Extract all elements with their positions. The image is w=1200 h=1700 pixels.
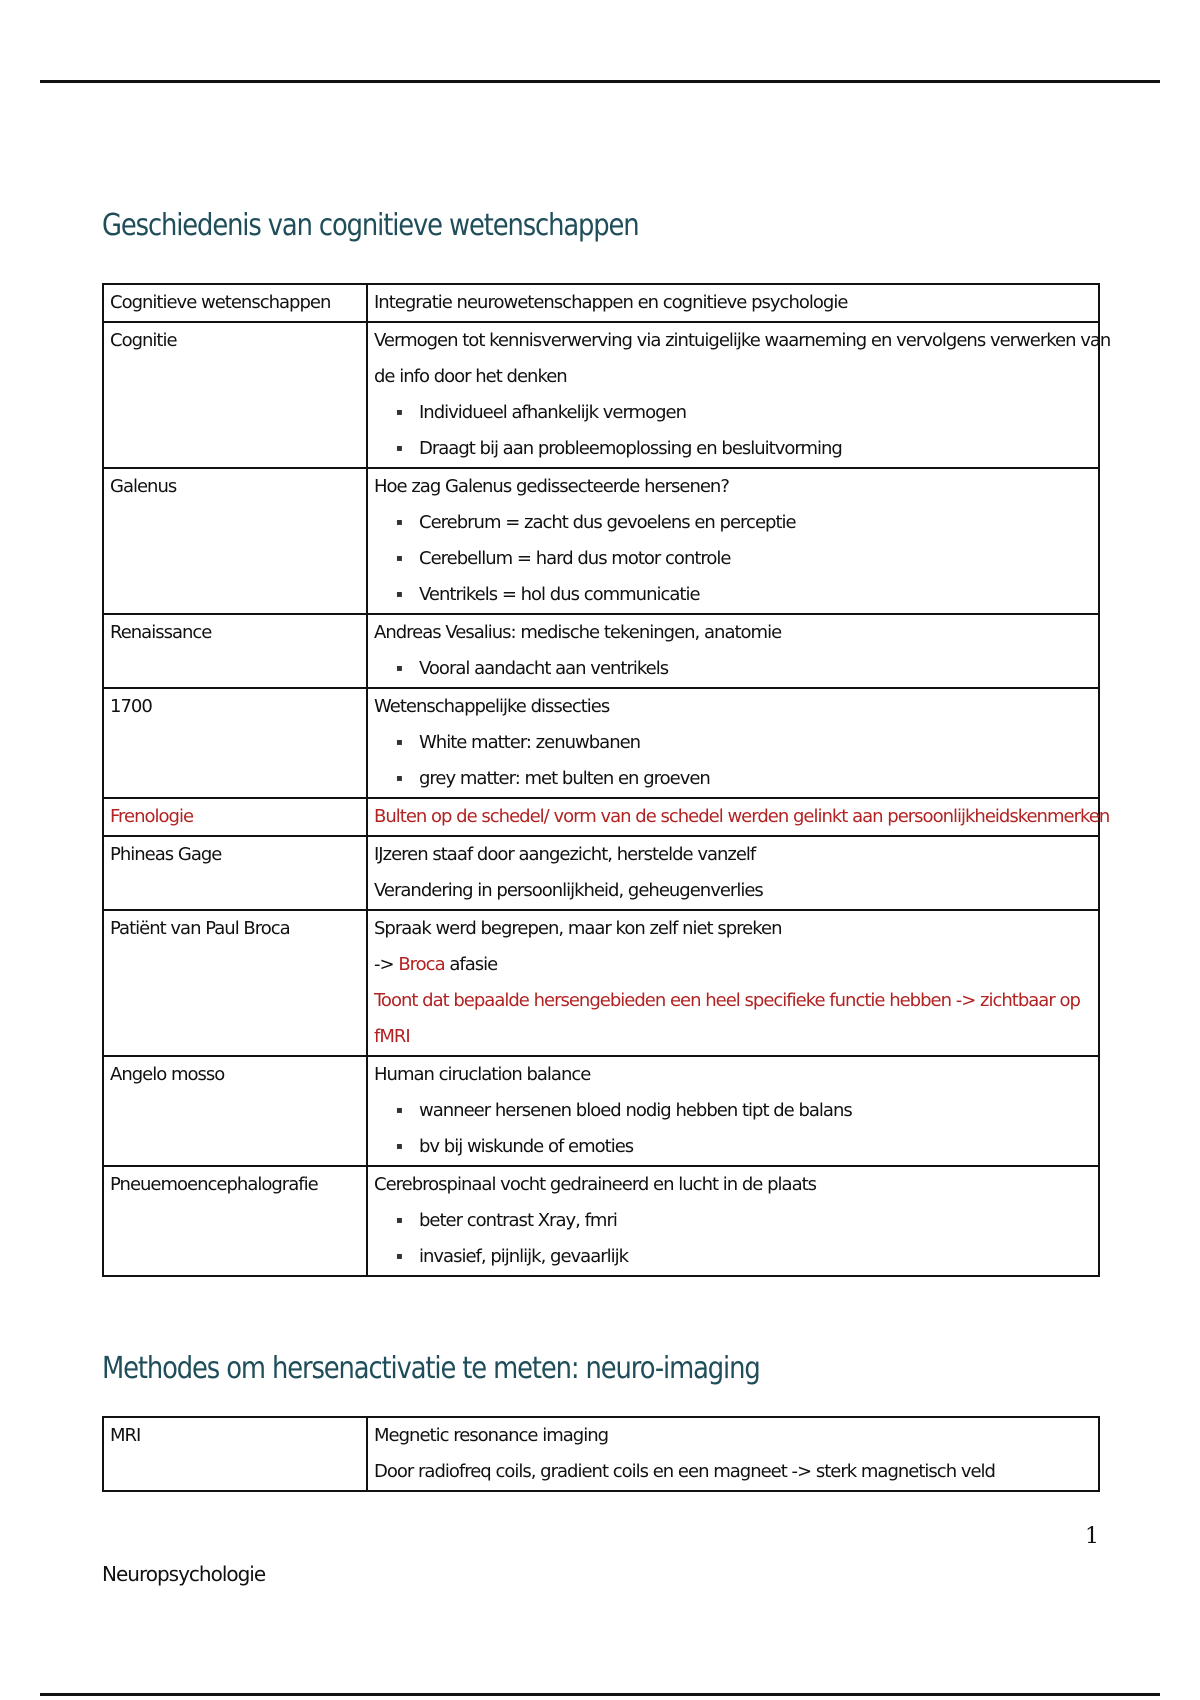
bullet-item: ▪ White matter: zenuwbanen: [374, 725, 1092, 761]
description-line: de info door het denken: [374, 366, 567, 387]
bottom-rule: [40, 1693, 1160, 1696]
table-row: [103, 284, 1099, 322]
bullet-item: ▪ Draagt bij aan probleemoplossing en besluitvorming: [374, 431, 1092, 467]
bullet-item: ▪ wanneer hersenen bloed nodig hebben tipt de balans: [374, 1093, 1092, 1129]
bullet-list: [374, 651, 1092, 687]
row-description: [367, 1166, 1099, 1276]
page-number: 1: [1085, 1524, 1099, 1549]
row-term: Cognitieve wetenschappen: [103, 284, 367, 322]
description-line: Bulten op de schedel/ vorm van de schedel werden gelinkt aan persoonlijkheidskenmerken: [374, 806, 1110, 827]
table-row: [103, 1417, 1099, 1491]
bullet-item: ▪ Vooral aandacht aan ventrikels: [374, 651, 1092, 687]
section-heading-neuro-imaging: Methodes om hersenactivatie te meten: neuro-imaging: [102, 1351, 760, 1386]
table-row: [103, 910, 1099, 1056]
row-term: Frenologie: [103, 798, 367, 836]
bullet-item: ▪ grey matter: met bulten en groeven: [374, 761, 1092, 797]
bullet-item: ▪ Cerebellum = hard dus motor controle: [374, 541, 1092, 577]
description-line: [374, 947, 1092, 983]
description-line: Integratie neurowetenschappen en cognitieve psychologie: [374, 292, 848, 313]
row-term: Galenus: [103, 468, 367, 614]
row-term: Cognitie: [103, 322, 367, 468]
row-term: Patiënt van Paul Broca: [103, 910, 367, 1056]
bullet-item: ▪ bv bij wiskunde of emoties: [374, 1129, 1092, 1165]
afasie-text: afasie: [449, 954, 498, 975]
description-line: Door radiofreq coils, gradient coils en een magneet -> sterk magnetisch veld: [374, 1461, 995, 1482]
footer-text: Neuropsychologie: [102, 1562, 266, 1586]
bullet-item: ▪ invasief, pijnlijk, gevaarlijk: [374, 1239, 1092, 1275]
row-term: Renaissance: [103, 614, 367, 688]
description-line: fMRI: [374, 1026, 410, 1047]
description-line: Verandering in persoonlijkheid, geheugenverlies: [374, 880, 763, 901]
bullet-list: [374, 1203, 1092, 1275]
bullet-item: ▪ Cerebrum = zacht dus gevoelens en perceptie: [374, 505, 1092, 541]
bullet-list: [374, 395, 1092, 467]
row-description: [367, 798, 1110, 836]
row-description: [367, 910, 1099, 1056]
row-term: 1700: [103, 688, 367, 798]
row-description: [367, 322, 1111, 468]
row-description: [367, 1417, 1099, 1491]
row-term: Angelo mosso: [103, 1056, 367, 1166]
broca-highlight: Broca: [398, 954, 445, 975]
history-table: [102, 283, 1111, 1277]
table-row: [103, 1056, 1099, 1166]
description-line: Spraak werd begrepen, maar kon zelf niet spreken: [374, 918, 782, 939]
description-line: Cerebrospinaal vocht gedraineerd en lucht in de plaats: [374, 1174, 817, 1195]
description-line: Wetenschappelijke dissecties: [374, 696, 610, 717]
row-description: [367, 688, 1099, 798]
description-line: IJzeren staaf door aangezicht, herstelde vanzelf: [374, 844, 756, 865]
row-description: [367, 468, 1099, 614]
bullet-list: [374, 1093, 1092, 1165]
table-row: [103, 322, 1099, 468]
table-row: [103, 1166, 1099, 1276]
row-term: Phineas Gage: [103, 836, 367, 910]
row-description: [367, 614, 1099, 688]
row-description: [367, 836, 1099, 910]
row-description: [367, 1056, 1099, 1166]
description-line: Megnetic resonance imaging: [374, 1425, 609, 1446]
table-row: [103, 798, 1099, 836]
description-line: Toont dat bepaalde hersengebieden een heel specifieke functie hebben -> zichtbaar op: [374, 990, 1080, 1011]
row-term: Pneuemoencephalografie: [103, 1166, 367, 1276]
table-row: [103, 614, 1099, 688]
description-line: Andreas Vesalius: medische tekeningen, anatomie: [374, 622, 782, 643]
description-line: Vermogen tot kennisverwerving via zintuigelijke waarneming en vervolgens verwerken van: [374, 330, 1111, 351]
row-term: MRI: [103, 1417, 367, 1491]
bullet-list: [374, 725, 1092, 797]
description-line: Hoe zag Galenus gedissecteerde hersenen?: [374, 476, 729, 497]
arrow-text: ->: [374, 954, 394, 975]
top-rule: [40, 80, 1160, 83]
bullet-item: ▪ beter contrast Xray, fmri: [374, 1203, 1092, 1239]
bullet-item: ▪ Individueel afhankelijk vermogen: [374, 395, 1092, 431]
row-description: [367, 284, 1099, 322]
bullet-list: [374, 505, 1092, 613]
table-row: [103, 836, 1099, 910]
table-row: [103, 688, 1099, 798]
neuro-imaging-table: [102, 1416, 1100, 1492]
section-heading-history: Geschiedenis van cognitieve wetenschappen: [102, 208, 639, 243]
bullet-item: ▪ Ventrikels = hol dus communicatie: [374, 577, 1092, 613]
table-row: [103, 468, 1099, 614]
description-line: Human ciruclation balance: [374, 1064, 591, 1085]
